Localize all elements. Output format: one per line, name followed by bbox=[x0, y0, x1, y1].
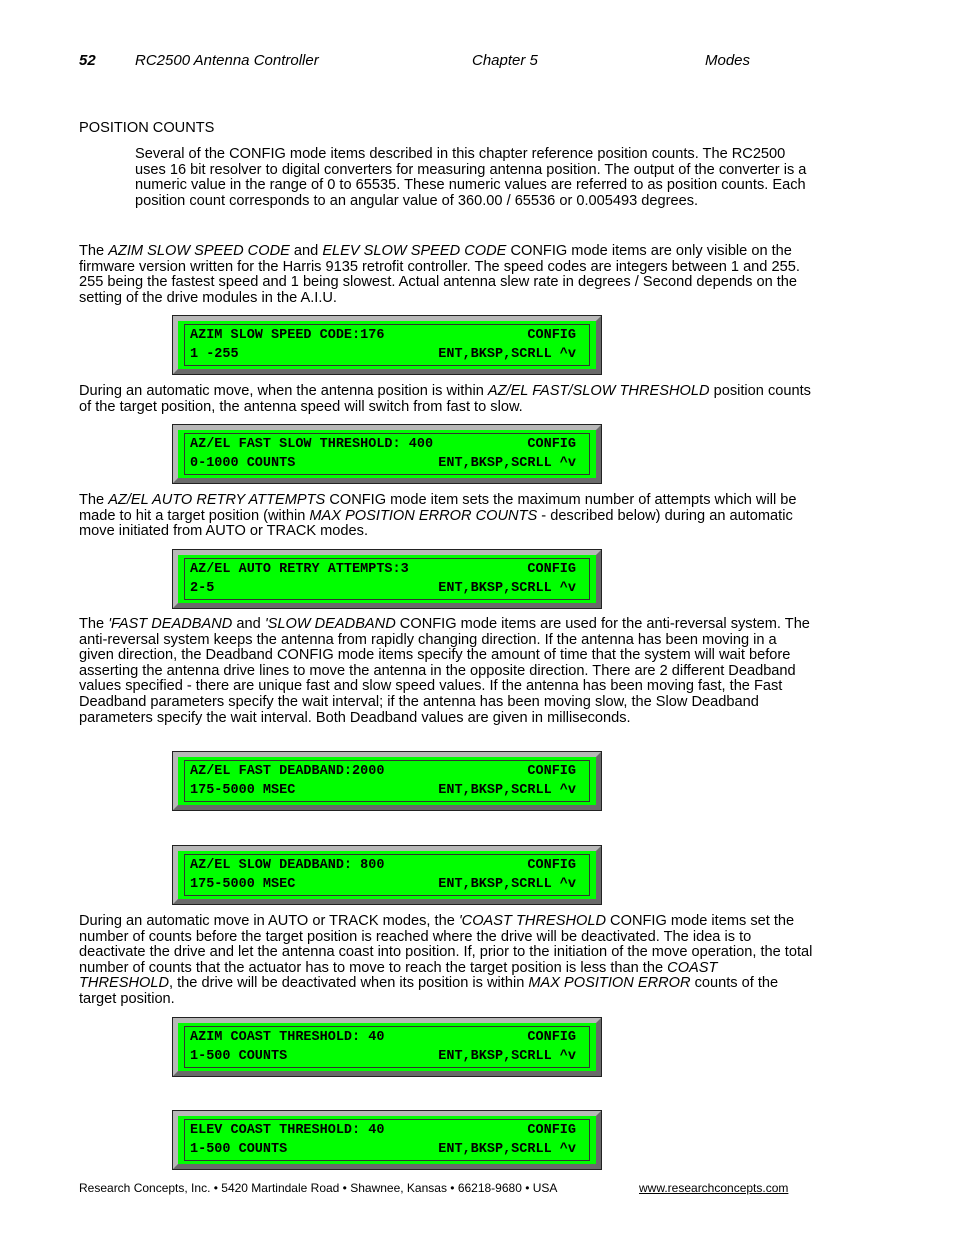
coast-threshold-paragraph: During an automatic move in AUTO or TRACK modes, the 'COAST THRESHOLD CONFIG mode items set the number of counts before the target position is reached where the drive will be deactivated. The idea is to deactivate the drive and let the antenna coast into position. If, prior to the initiation of the move operation, the total number of counts that the actuator has to move to reach the target position is less than the COAST THRESHOLD, the drive will be deactivated when its position is within MAX POSITION ERROR counts of the target position. bbox=[79, 913, 813, 1007]
header-section: Modes bbox=[705, 52, 751, 69]
lcd-mode-tag: CONFIG bbox=[527, 1030, 576, 1045]
lcd-line2-text: 2-5 bbox=[190, 581, 215, 596]
lcd-line2-text: 175-5000 MSEC bbox=[190, 877, 296, 892]
lcd-mode-tag: CONFIG bbox=[527, 562, 576, 577]
lcd-key-hints: ENT,BKSP,SCRLL ^v bbox=[438, 1049, 576, 1064]
page-number: 52 bbox=[79, 52, 96, 69]
lcd-display-fast-slow-threshold bbox=[173, 425, 601, 483]
threshold-paragraph: During an automatic move, when the antenna position is within AZ/EL FAST/SLOW THRESHOLD position counts of the target position, the antenna speed will switch from fast to slow. bbox=[79, 383, 811, 415]
lcd-display-fast-deadband bbox=[173, 752, 601, 810]
lcd-line1-text: AZIM SLOW SPEED CODE:176 bbox=[190, 328, 385, 343]
header-product: RC2500 Antenna Controller bbox=[135, 52, 319, 69]
lcd-key-hints: ENT,BKSP,SCRLL ^v bbox=[438, 581, 576, 596]
lcd-line1-text: AZIM COAST THRESHOLD: 40 bbox=[190, 1030, 385, 1045]
lcd-line1-text: ELEV COAST THRESHOLD: 40 bbox=[190, 1123, 385, 1138]
lcd-line1-text: AZ/EL SLOW DEADBAND: 800 bbox=[190, 858, 385, 873]
lcd-key-hints: ENT,BKSP,SCRLL ^v bbox=[438, 783, 576, 798]
lcd-display-slow-deadband bbox=[173, 846, 601, 904]
lcd-display-auto-retry-attempts bbox=[173, 550, 601, 608]
lcd-key-hints: ENT,BKSP,SCRLL ^v bbox=[438, 456, 576, 471]
lcd-display-slow-speed-code bbox=[173, 316, 601, 374]
lcd-mode-tag: CONFIG bbox=[527, 858, 576, 873]
lcd-line2-text: 1 -255 bbox=[190, 347, 239, 362]
position-counts-paragraph: Several of the CONFIG mode items described in this chapter reference position counts. The RC2500 uses 16 bit resolver to digital converters for measuring antenna position. The output of the converter is a numeric value in the range of 0 to 65535. These numeric values are referred to as position counts. Each position count corresponds to an angular value of 360.00 / 65536 or 0.005493 degrees. bbox=[135, 146, 807, 209]
lcd-mode-tag: CONFIG bbox=[527, 1123, 576, 1138]
retry-paragraph: The AZ/EL AUTO RETRY ATTEMPTS CONFIG mode item sets the maximum number of attempts which will be made to hit a target position (within MAX POSITION ERROR COUNTS - described below) during an automatic move initiated from AUTO or TRACK modes. bbox=[79, 492, 797, 540]
header-chapter: Chapter 5 bbox=[472, 52, 538, 69]
lcd-line1-text: AZ/EL FAST SLOW THRESHOLD: 400 bbox=[190, 437, 434, 452]
section-heading-position-counts: POSITION COUNTS bbox=[79, 120, 215, 136]
footer-address: Research Concepts, Inc. • 5420 Martindale Road • Shawnee, Kansas • 66218-9680 • USA bbox=[79, 1181, 558, 1195]
footer-website-link[interactable]: www.researchconcepts.com bbox=[639, 1181, 789, 1195]
lcd-line2-text: 175-5000 MSEC bbox=[190, 783, 296, 798]
deadband-paragraph: The 'FAST DEADBAND and 'SLOW DEADBAND CONFIG mode items are used for the anti-reversal system. The anti-reversal system keeps the antenna from rapidly changing direction. If the antenna has been moving in a given direction, the Deadband CONFIG mode items specify the amount of time that the system will wait before asserting the antenna drive lines to move the antenna in the opposite direction. There are 2 different Deadband values specified - there are unique fast and slow speed values. If the antenna has been moving fast, the Fast Deadband parameters specify the wait interval; if the antenna has been moving slow, the Slow Deadband parameters specify the wait interval. Both Deadband values are given in milliseconds. bbox=[79, 616, 810, 726]
lcd-mode-tag: CONFIG bbox=[527, 764, 576, 779]
lcd-display-elev-coast-threshold bbox=[173, 1111, 601, 1169]
lcd-key-hints: ENT,BKSP,SCRLL ^v bbox=[438, 347, 576, 362]
lcd-mode-tag: CONFIG bbox=[527, 328, 576, 343]
lcd-display-azim-coast-threshold bbox=[173, 1018, 601, 1076]
lcd-key-hints: ENT,BKSP,SCRLL ^v bbox=[438, 877, 576, 892]
lcd-line1-text: AZ/EL AUTO RETRY ATTEMPTS:3 bbox=[190, 562, 409, 577]
lcd-line2-text: 1-500 COUNTS bbox=[190, 1049, 288, 1064]
lcd-mode-tag: CONFIG bbox=[527, 437, 576, 452]
lcd-line2-text: 0-1000 COUNTS bbox=[190, 456, 296, 471]
lcd-line2-text: 1-500 COUNTS bbox=[190, 1142, 288, 1157]
slow-speed-paragraph: The AZIM SLOW SPEED CODE and ELEV SLOW SPEED CODE CONFIG mode items are only visible on the firmware version written for the Harris 9135 retrofit controller. The speed codes are integers between 1 and 255. 255 being the fastest speed and 1 being slowest. Actual antenna slew rate in degrees / Second depends on the setting of the drive modules in the A.I.U. bbox=[79, 243, 800, 306]
lcd-key-hints: ENT,BKSP,SCRLL ^v bbox=[438, 1142, 576, 1157]
lcd-line1-text: AZ/EL FAST DEADBAND:2000 bbox=[190, 764, 385, 779]
